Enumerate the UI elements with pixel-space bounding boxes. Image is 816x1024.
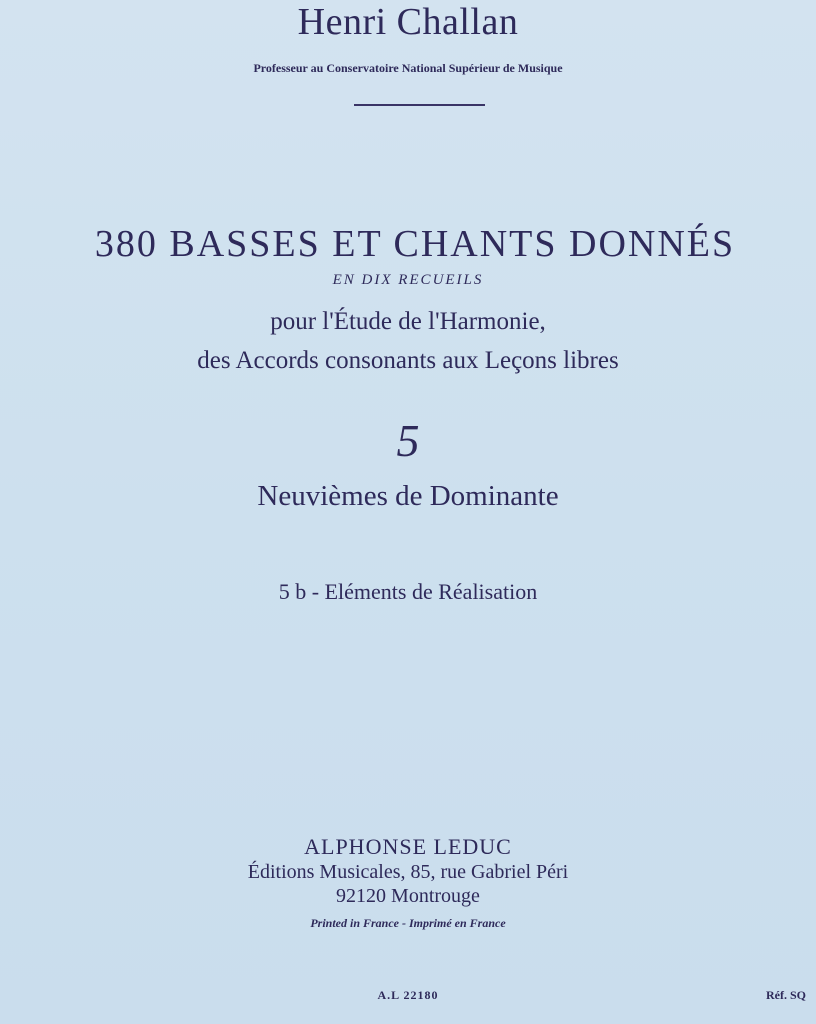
- author-subtitle: Professeur au Conservatoire National Supérieur de Musique: [253, 61, 563, 75]
- publisher-address-line-1: Éditions Musicales, 85, rue Gabriel Péri: [247, 861, 569, 883]
- volume-number: 5: [396, 415, 420, 466]
- reference-code: Réf. SQ: [766, 988, 806, 1002]
- title-divider: [354, 104, 485, 106]
- collection-subtitle: EN DIX RECUEILS: [332, 272, 484, 288]
- volume-title: Neuvièmes de Dominante: [257, 480, 559, 512]
- purpose-line-2: des Accords consonants aux Leçons libres: [197, 347, 619, 374]
- purpose-line-1: pour l'Étude de l'Harmonie,: [270, 308, 546, 335]
- printed-in-france: Printed in France - Imprimé en France: [310, 916, 506, 930]
- main-title: 380 BASSES ET CHANTS DONNÉS: [94, 223, 736, 265]
- publisher-name: ALPHONSE LEDUC: [304, 834, 512, 859]
- part-title: 5 b - Eléments de Réalisation: [278, 579, 538, 604]
- catalog-number: A.L 22180: [377, 988, 439, 1002]
- publisher-address-line-2: 92120 Montrouge: [336, 885, 480, 907]
- author-name: Henri Challan: [297, 1, 519, 43]
